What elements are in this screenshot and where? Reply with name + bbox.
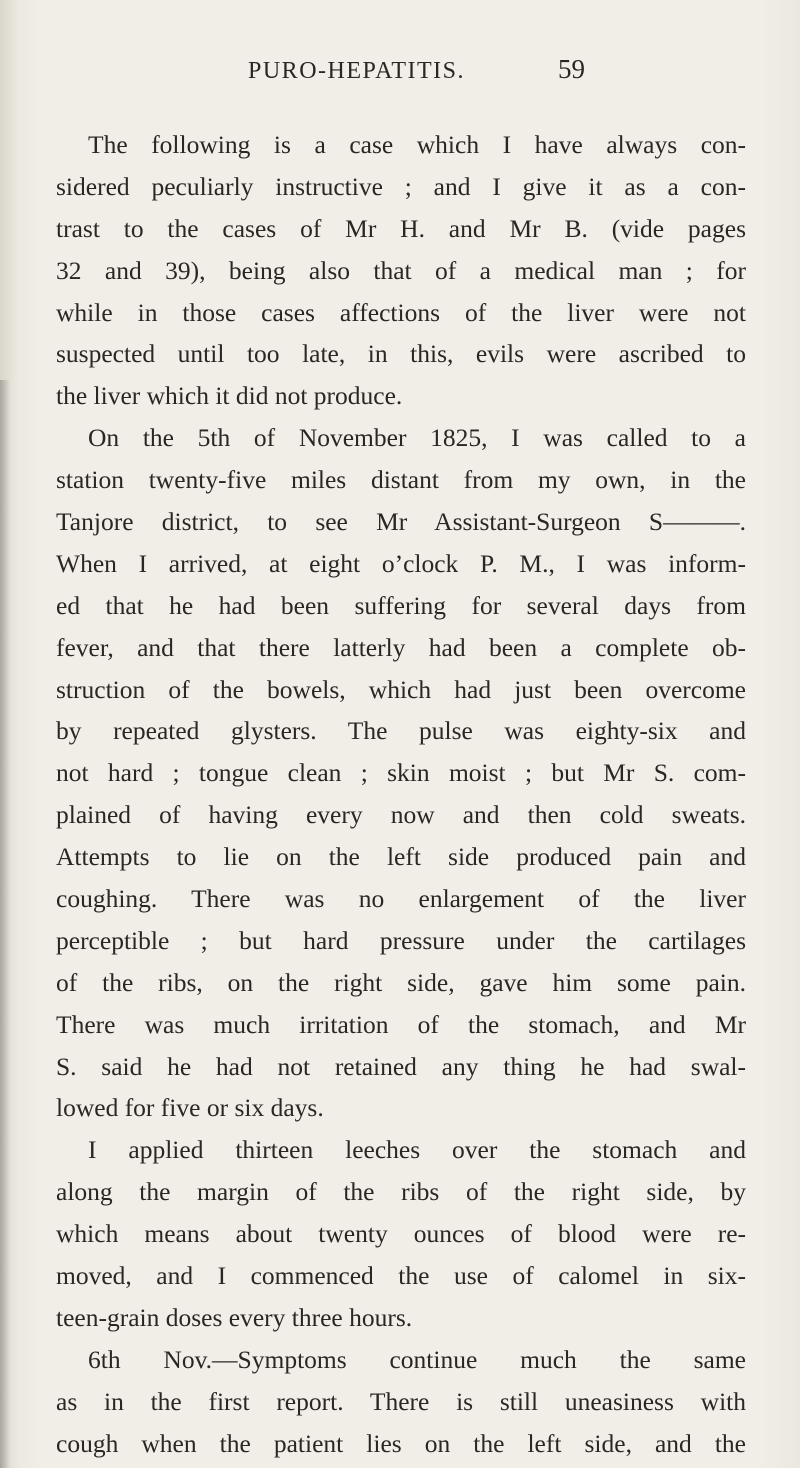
text-line: 6th Nov.—Symptoms continue much the same xyxy=(88,1344,746,1374)
text-line: The following is a case which I have always con- xyxy=(88,130,746,159)
text-line: cough when the patient lies on the left side, and the xyxy=(56,1428,746,1458)
text-line: plained of having every now and then cold sweats. xyxy=(56,800,746,830)
text-line: Attempts to lie on the left side produced pain and xyxy=(56,842,746,872)
text-line: of the ribs, on the right side, gave him some pain. xyxy=(56,967,746,997)
text-line: trast to the cases of Mr H. and Mr B. (vide pages xyxy=(56,213,746,243)
text-line: S. said he had not retained any thing he had swal- xyxy=(56,1051,746,1081)
text-line: sidered peculiarly instructive ; and I give it as a con- xyxy=(56,171,746,201)
text-line: which means about twenty ounces of blood were re- xyxy=(56,1219,746,1249)
text-line: as in the first report. There is still uneasiness with xyxy=(56,1386,746,1416)
text-line: while in those cases affections of the liver were not xyxy=(56,297,746,327)
running-title: PURO-HEPATITIS. xyxy=(248,58,465,84)
text-line: station twenty-five miles distant from my own, in the xyxy=(56,465,746,495)
gutter-shadow xyxy=(0,380,10,1468)
text-line: There was much irritation of the stomach, and Mr xyxy=(56,1009,746,1039)
text-line: moved, and I commenced the use of calomel in six- xyxy=(56,1261,746,1291)
text-line: Tanjore district, to see Mr Assistant-Surgeon S———. xyxy=(56,507,746,537)
text-line: I applied thirteen leeches over the stomach and xyxy=(88,1135,746,1165)
text-line: by repeated glysters. The pulse was eighty-six and xyxy=(56,716,746,746)
text-line: On the 5th of November 1825, I was called to a xyxy=(88,423,746,453)
body-text xyxy=(56,124,746,1465)
text-line: the liver which it did not produce. xyxy=(56,381,403,411)
text-line: When I arrived, at eight o’clock P. M., I was inform- xyxy=(56,548,746,578)
text-line: struction of the bowels, which had just been overcome xyxy=(56,674,746,704)
text-line: ed that he had been suffering for several days from xyxy=(56,590,746,620)
text-line: fever, and that there latterly had been a complete ob- xyxy=(56,632,746,662)
text-line: coughing. There was no enlargement of the liver xyxy=(56,884,746,914)
page-number: 59 xyxy=(558,54,585,84)
text-line: 32 and 39), being also that of a medical man ; for xyxy=(56,255,746,285)
text-line: suspected until too late, in this, evils were ascribed to xyxy=(56,339,746,369)
text-line: not hard ; tongue clean ; skin moist ; but Mr S. com- xyxy=(56,758,746,788)
text-line: perceptible ; but hard pressure under the cartilages xyxy=(56,925,746,955)
text-line: teen-grain doses every three hours. xyxy=(56,1302,413,1332)
text-line: along the margin of the ribs of the right side, by xyxy=(56,1177,746,1207)
text-line: lowed for five or six days. xyxy=(56,1093,324,1123)
